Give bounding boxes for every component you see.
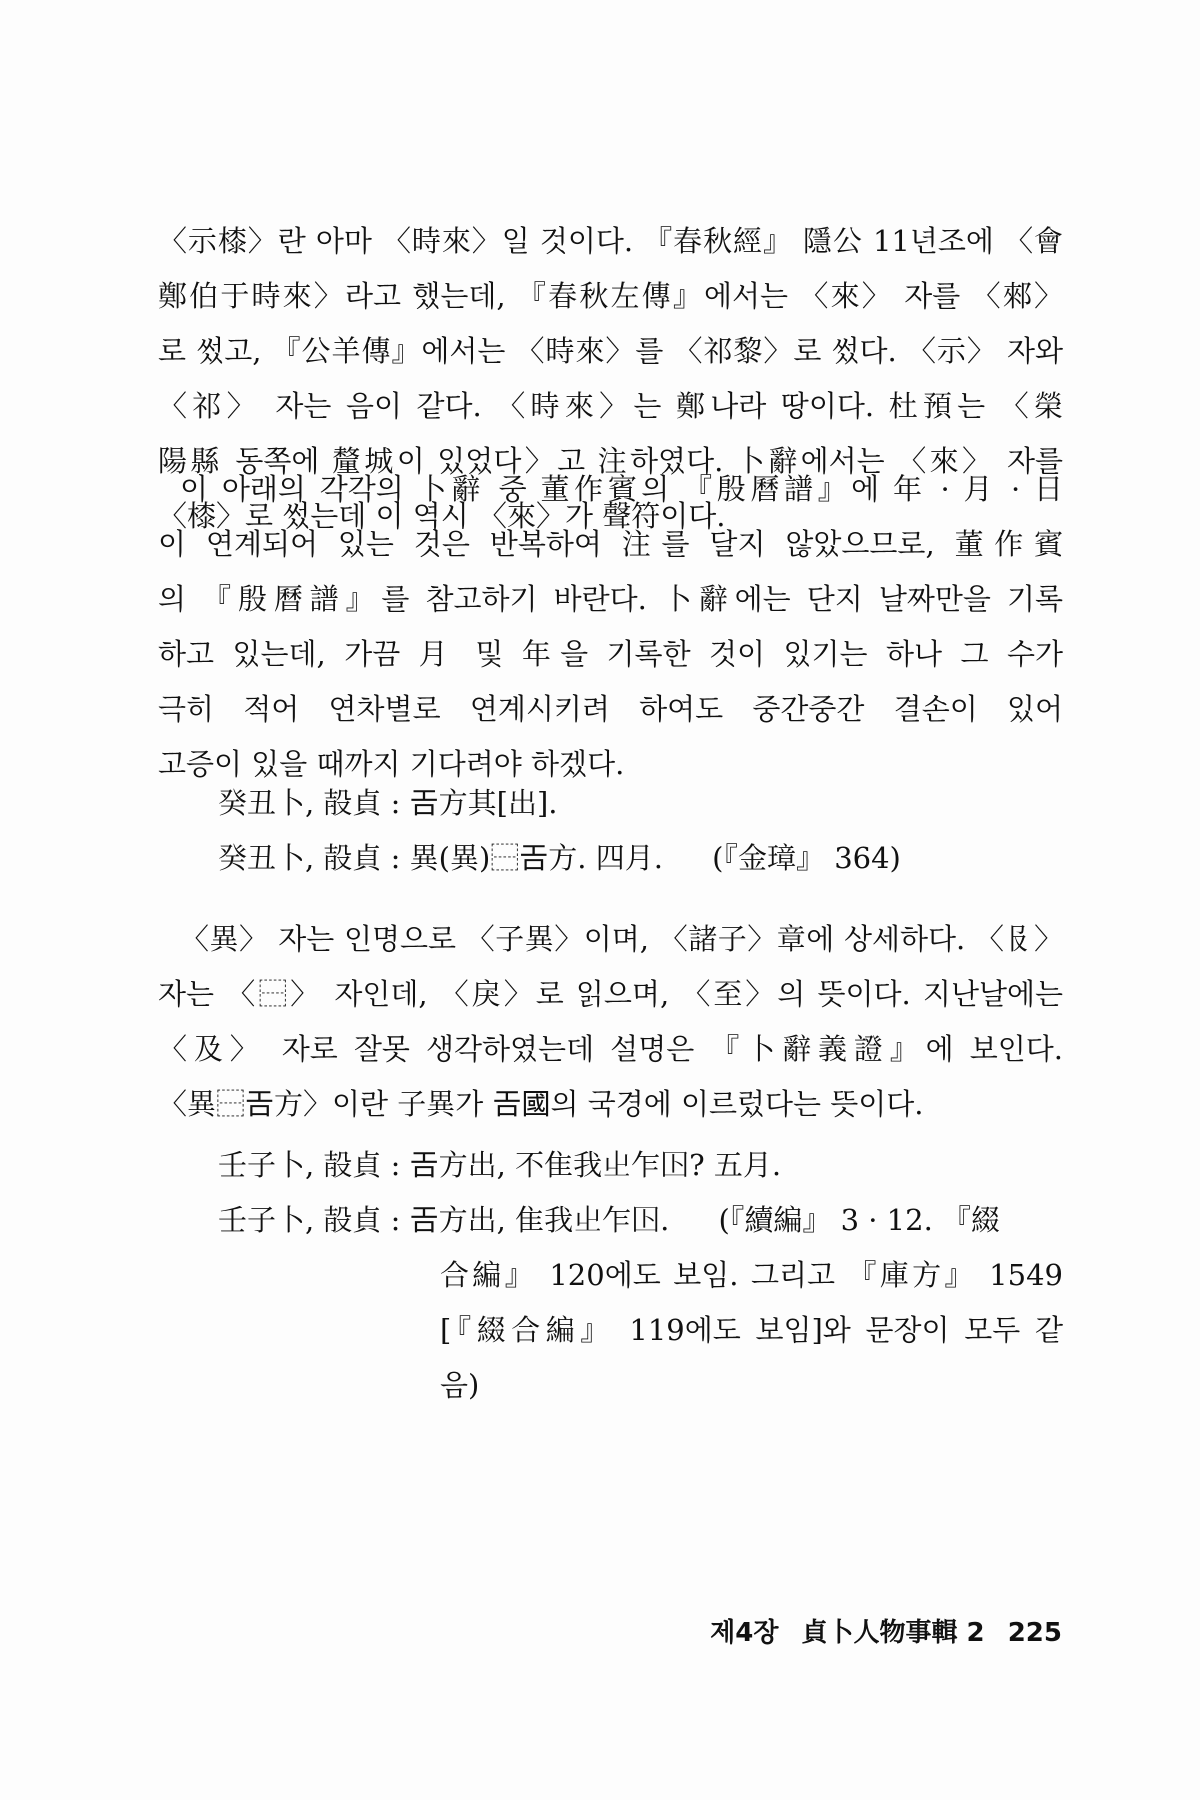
text-line: 극히 적어 연차별로 연계시키려 하여도 중간중간 결손이 있어 [158, 692, 1063, 726]
paragraph-3 [158, 912, 1063, 1132]
text-line: 〈㯃〉로 썼는데 이 역시 〈來〉가 聲符이다. [158, 499, 726, 533]
chapter-label: 제4장 [710, 1618, 779, 1648]
running-title: 貞卜人物事輯 2 [801, 1618, 985, 1648]
citation-text: 癸丑卜, 㱿貞 : 異(異)⿱𢀛方. 四月. [218, 841, 663, 875]
text-line: 陽縣 동쪽에 釐城이 있었다〉고 注하였다. 卜辭에서는 〈來〉 자를 [158, 444, 1063, 478]
text-line: 로 썼고, 『公羊傳』에서는 〈時來〉를 〈祁黎〉로 썼다. 〈示〉 자와 [158, 334, 1063, 368]
text-line: 〈異⿱𢀛方〉이란 子異가 𢀛國의 국경에 이르렀다는 뜻이다. [158, 1087, 924, 1121]
citation-text: 壬子卜, 㱿貞 : 𢀛方出, 隹我𡳿乍𡆥. [218, 1203, 670, 1237]
text-line: 〈祁〉 자는 음이 같다. 〈時來〉는 鄭나라 땅이다. 杜預는 〈榮 [158, 389, 1063, 423]
citation-line: 壬子卜, 㱿貞 : 𢀛方出, 不隹我𡳿乍𡆥? 五月. [218, 1148, 782, 1182]
page-footer [696, 1612, 1062, 1649]
citation-line [218, 831, 1063, 886]
text-line: 〈及〉 자로 잘못 생각하였는데 설명은 『卜辭義證』에 보인다. [158, 1032, 1063, 1066]
text-line: 고증이 있을 때까지 기다려야 하겠다. [158, 747, 625, 781]
text-line: 이 아래의 각각의 卜辭 중 董作賓의 『殷曆譜』에 年 · 月 · 日 [180, 472, 1063, 506]
citation-line: 癸丑卜, 㱿貞 : 𢀛方其[出]. [218, 786, 558, 820]
page-number: 225 [1007, 1618, 1062, 1648]
citation-continuation: [『綴合編』 119에도 보임]와 문장이 모두 같 [440, 1313, 1063, 1347]
text-line: 〈示㯃〉란 아마 〈時來〉일 것이다. 『春秋經』 隱公 11년조에 〈會 [158, 224, 1063, 258]
citation-source: (『續編』 3 · 12. 『綴 [718, 1203, 1001, 1237]
text-line: 자는 〈⿱〉 자인데, 〈戾〉로 읽으며, 〈至〉의 뜻이다. 지난날에는 [158, 977, 1063, 1011]
citation-source: (『金璋』 364) [712, 841, 901, 875]
citation-continuation: 合編』 120에도 보임. 그리고 『庫方』 1549 [440, 1258, 1063, 1292]
citation-block-1 [218, 776, 1063, 886]
citation-continuation: 음) [440, 1368, 480, 1402]
paragraph-2 [158, 462, 1063, 792]
text-line: 하고 있는데, 가끔 月 및 年을 기록한 것이 있기는 하나 그 수가 [158, 637, 1063, 671]
citation-block-2 [218, 1138, 1063, 1413]
citation-line [218, 1193, 1063, 1248]
text-line: 의 『殷曆譜』를 참고하기 바란다. 卜辭에는 단지 날짜만을 기록 [158, 582, 1063, 616]
text-line: 鄭伯于時來〉라고 했는데, 『春秋左傳』에서는 〈來〉 자를 〈郲〉 [158, 279, 1063, 313]
text-line: 〈異〉 자는 인명으로 〈子異〉이며, 〈諸子〉章에 상세하다. 〈𠬝〉 [180, 922, 1063, 956]
text-line: 이 연계되어 있는 것은 반복하여 注를 달지 않았으므로, 董作賓 [158, 527, 1063, 561]
